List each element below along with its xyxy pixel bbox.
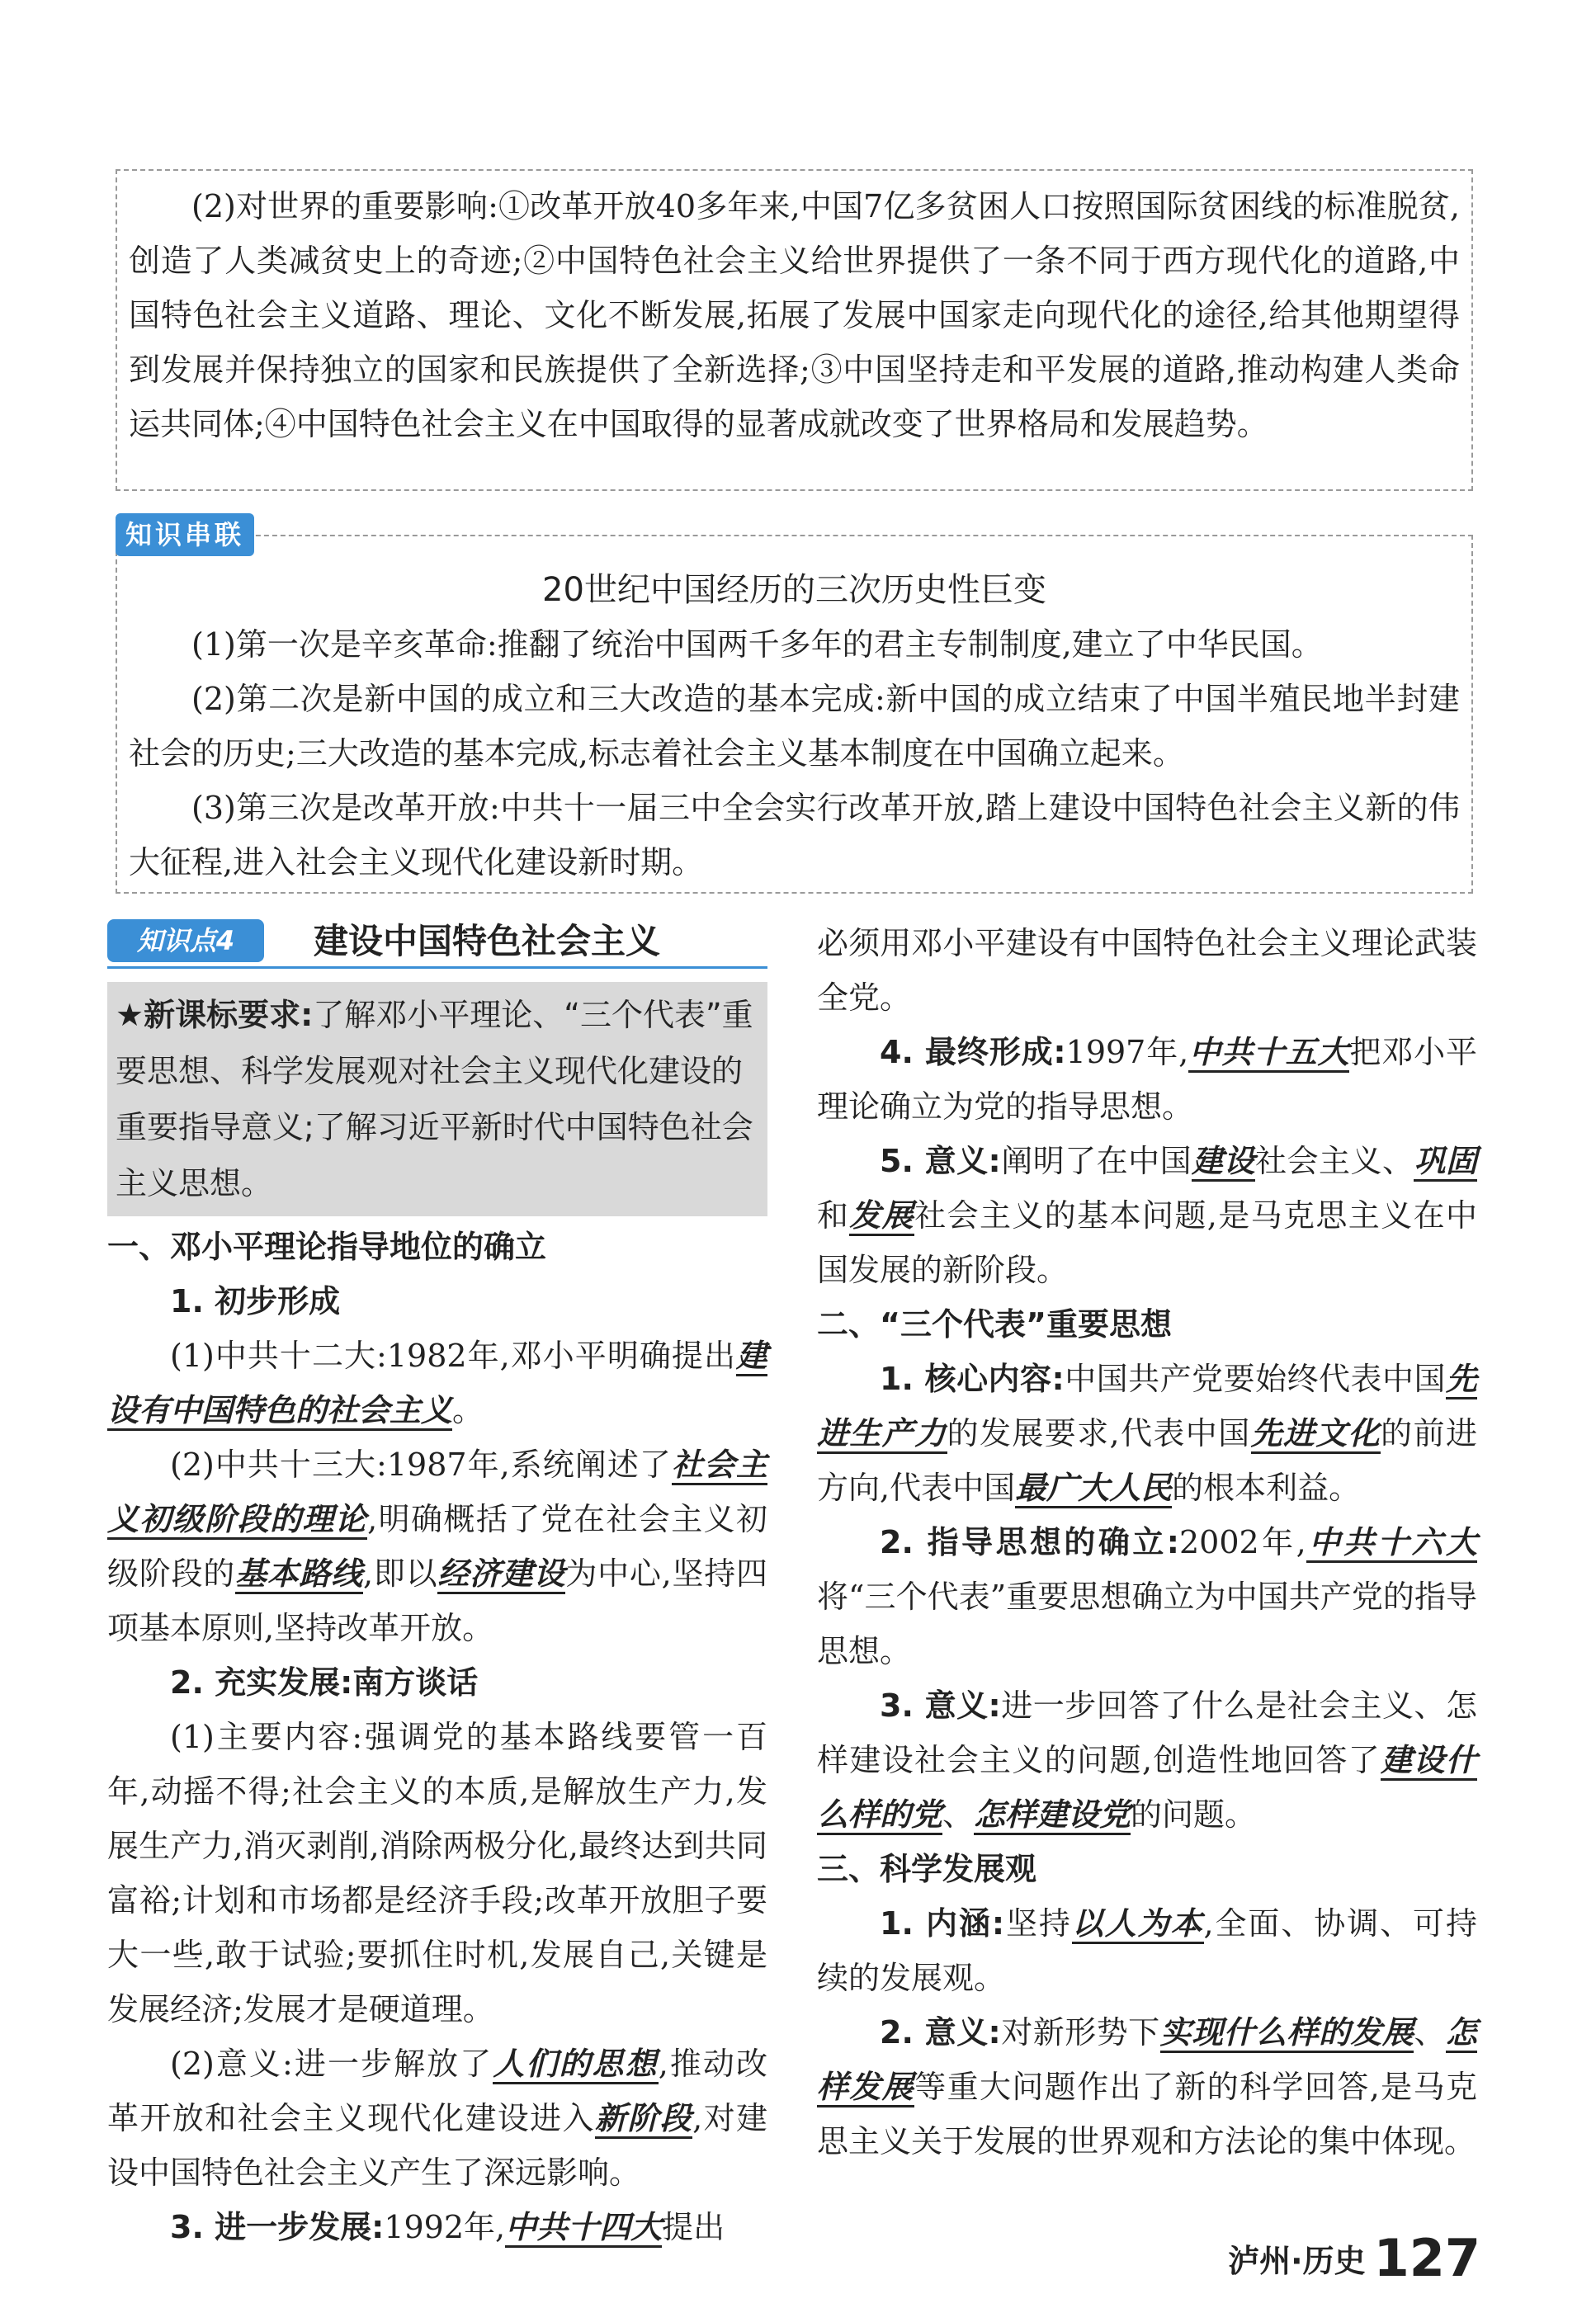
knowledge-link-tag: 知识串联 xyxy=(116,513,254,556)
impact-box xyxy=(116,169,1473,491)
requirement-label: ★新课标要求: xyxy=(116,997,314,1033)
para-core-content: 1. 核心内容:中国共产党要始终代表中国先进生产力的发展要求,代表中国先进文化的前进方向,代表中国最广大人民的根本利益。 xyxy=(817,1352,1477,1515)
knowledge-point-title: 建设中国特色社会主义 xyxy=(314,921,661,961)
left-column xyxy=(107,916,767,2254)
curriculum-requirement xyxy=(107,982,767,1216)
right-column xyxy=(817,916,1477,2169)
footer-subject: 泸州·历史 xyxy=(1228,2243,1366,2279)
impact-paragraph: (2)对世界的重要影响:①改革开放40多年来,中国7亿多贫困人口按照国际贫困线的标准脱贫,创造了人类减贫史上的奇迹;②中国特色社会主义给世界提供了一条不同于西方现代化的道路,中国特色社会主义道路、理论、文化不断发展,拓展了发展中国家走向现代化的途径,给其他期望得到发展并保持独立的国家和民族提供了全新选择;③中国坚持走和平发展的道路,推动构建人类命运共同体;④中国特色社会主义在中国取得的显著成就改变了世界格局和发展趋势。 xyxy=(129,188,1460,442)
para-13th-congress: (2)中共十三大:1987年,系统阐述了社会主义初级阶段的理论,明确概括了党在社会主义初级阶段的基本路线,即以经济建设为中心,坚持四项基本原则,坚持改革开放。 xyxy=(107,1446,767,1646)
para-connotation: 1. 内涵:坚持以人为本,全面、协调、可持续的发展观。 xyxy=(817,1904,1477,1996)
para-significance: (2)意义:进一步解放了人们的思想,推动改革开放和社会主义现代化建设进入新阶段,对建设中国特色社会主义产生了深远影响。 xyxy=(107,2045,767,2191)
knowledge-point-header xyxy=(107,916,767,969)
para-guiding-establishment: 2. 指导思想的确立:2002年,中共十六大将“三个代表”重要思想确立为中国共产党的指导思想。 xyxy=(817,1523,1477,1669)
para-development-significance: 2. 意义:对新形势下实现什么样的发展、怎样发展等重大问题作出了新的科学回答,是马克思主义关于发展的世界观和方法论的集中体现。 xyxy=(817,2013,1477,2159)
knowledge-link-title: 20世纪中国经历的三次历史性巨变 xyxy=(542,571,1046,609)
para-main-content: (1)主要内容:强调党的基本路线要管一百年,动摇不得;社会主义的本质,是解放生产力,发展生产力,消灭剥削,消除两极分化,最终达到共同富裕;计划和市场都是经济手段;改革开放胆子要大一些,敢于试验;要抓住时机,发展自己,关键是发展经济;发展才是硬道理。 xyxy=(107,1719,767,2027)
para-12th-congress: (1)中共十二大:1982年,邓小平明确提出建设有中国特色的社会主义。 xyxy=(107,1329,767,1437)
knowledge-link-item-3: (3)第三次是改革开放:中共十一届三中全会实行改革开放,踏上建设中国特色社会主义新的伟大征程,进入社会主义现代化建设新时期。 xyxy=(129,790,1460,880)
para-three-represents-significance: 3. 意义:进一步回答了什么是社会主义、怎样建设社会主义的问题,创造性地回答了建设什么样的党、怎样建设党的问题。 xyxy=(817,1678,1477,1842)
page-number: 127 xyxy=(1373,2228,1480,2288)
header-underline xyxy=(107,966,767,969)
knowledge-link-box xyxy=(116,535,1473,894)
section-heading-1: 一、邓小平理论指导地位的确立 xyxy=(107,1229,547,1265)
para-deng-significance: 5. 意义:阐明了在中国建设社会主义、巩固和发展社会主义的基本问题,是马克思主义在中国发展的新阶段。 xyxy=(817,1142,1477,1288)
knowledge-link-item-1: (1)第一次是辛亥革命:推翻了统治中国两千多年的君主专制制度,建立了中华民国。 xyxy=(191,626,1323,663)
para-final-formation: 4. 最终形成:1997年,中共十五大把邓小平理论确立为党的指导思想。 xyxy=(817,1033,1477,1125)
requirement-text: 了解邓小平理论、“三个代表”重要思想、科学发展观对社会主义现代化建设的重要指导意义;了解习近平新时代中国特色社会主义思想。 xyxy=(116,997,753,1201)
subheading-southern-talks: 2. 充实发展:南方谈话 xyxy=(170,1664,479,1701)
para-further-development: 3. 进一步发展:1992年,中共十四大提出 xyxy=(107,2200,767,2254)
section-heading-3: 三、科学发展观 xyxy=(817,1851,1037,1887)
section-heading-2: 二、“三个代表”重要思想 xyxy=(817,1306,1172,1343)
para-continuation: 必须用邓小平建设有中国特色社会主义理论武装全党。 xyxy=(817,925,1477,1016)
knowledge-link-item-2: (2)第二次是新中国的成立和三大改造的基本完成:新中国的成立结束了中国半殖民地半封建社会的历史;三大改造的基本完成,标志着社会主义基本制度在中国确立起来。 xyxy=(129,681,1460,772)
subheading-initial: 1. 初步形成 xyxy=(170,1283,341,1319)
knowledge-point-tag: 知识点4 xyxy=(107,919,264,962)
page-footer xyxy=(1228,2228,1480,2288)
